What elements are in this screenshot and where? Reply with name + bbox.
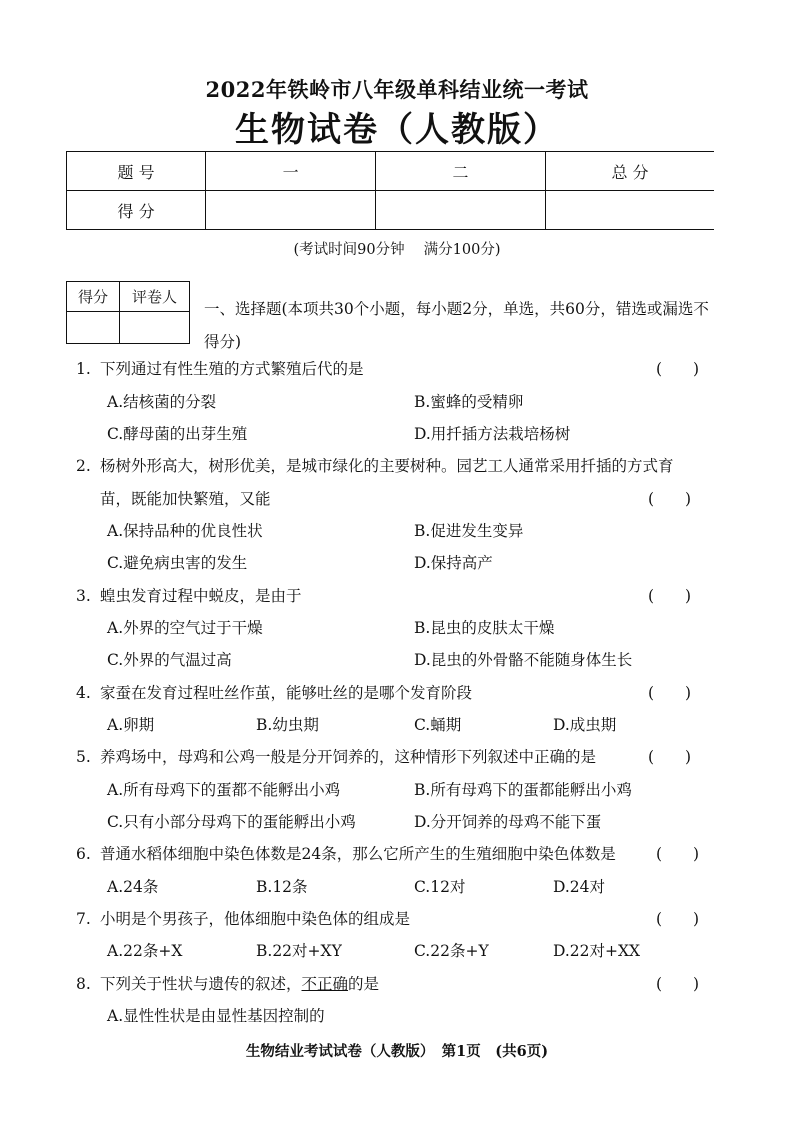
option-8a[interactable]: A.显性性状是由显性基因控制的 [107,1007,325,1025]
grader-score-entry[interactable] [67,312,120,344]
exam-info: (考试时间90分钟 满分100分) [293,242,501,258]
option-6a[interactable]: A.24条 [107,878,159,896]
question-text: 养鸡场中，母鸡和公鸡一般是分开饲养的，这种情形下列叙述中正确的是 [100,748,597,766]
answer-blank-7[interactable]: ( ) [656,910,700,928]
question-number: 2. [76,457,91,475]
question-text-emphasis: 不正确 [301,975,349,993]
question-4 [76,681,472,703]
question-7 [76,907,410,929]
question-number: 4. [76,684,91,702]
question-text: 家蚕在发育过程吐丝作茧，能够吐丝的是哪个发育阶段 [100,684,473,702]
score-cell-part2: 二 [376,152,546,191]
question-number: 5. [76,748,91,766]
option-2d[interactable]: D.保持高产 [414,554,493,572]
question-6 [76,842,616,864]
section-title: 一、选择题(本项共30个小题，每小题2分，单选，共60分，错选或漏选不得分) [204,300,709,351]
question-3 [76,584,302,606]
option-7b[interactable]: B.22对+XY [256,942,342,960]
option-4a[interactable]: A.卵期 [107,716,155,734]
question-text: 小明是个男孩子，他体细胞中染色体的组成是 [100,910,411,928]
option-5a[interactable]: A.所有母鸡下的蛋都不能孵出小鸡 [107,781,341,799]
answer-blank-2[interactable]: ( ) [648,490,692,508]
grader-table [66,281,190,344]
question-text-end: 的是 [348,975,380,993]
option-2a[interactable]: A.保持品种的优良性状 [107,522,263,540]
question-2 [76,454,674,476]
option-5c[interactable]: C.只有小部分母鸡下的蛋能孵出小鸡 [107,813,356,831]
option-4c[interactable]: C.蛹期 [414,716,462,734]
question-number: 1. [76,360,91,378]
option-7c[interactable]: C.22条+Y [414,942,489,960]
score-table-header-row [67,152,715,191]
option-6b[interactable]: B.12条 [256,878,308,896]
option-3d[interactable]: D.昆虫的外骨骼不能随身体生长 [414,651,633,669]
grader-score-label: 得分 [67,282,120,312]
question-text: 蝗虫发育过程中蜕皮，是由于 [100,587,302,605]
question-number: 8. [76,975,91,993]
grader-name-entry[interactable] [120,312,190,344]
question-2-continued: 苗，既能加快繁殖，又能 [100,490,271,508]
answer-blank-4[interactable]: ( ) [648,684,692,702]
option-7d[interactable]: D.22对+XX [553,942,641,960]
score-entry-total[interactable] [546,191,714,230]
answer-blank-6[interactable]: ( ) [656,845,700,863]
option-2c[interactable]: C.避免病虫害的发生 [107,554,248,572]
question-text: 下列关于性状与遗传的叙述， [100,975,302,993]
question-text: 普通水稻体细胞中染色体数是24条，那么它所产生的生殖细胞中染色体数是 [100,845,616,863]
grader-name-label: 评卷人 [120,282,190,312]
option-5d[interactable]: D.分开饲养的母鸡不能下蛋 [414,813,602,831]
option-6c[interactable]: C.12对 [414,878,466,896]
option-1a[interactable]: A.结核菌的分裂 [107,393,217,411]
score-entry-part1[interactable] [206,191,376,230]
option-1c[interactable]: C.酵母菌的出芽生殖 [107,425,248,443]
exam-title: 2022年铁岭市八年级单科结业统一考试 [205,77,589,102]
answer-blank-3[interactable]: ( ) [648,587,692,605]
paper-subtitle: 生物试卷（人教版） [235,110,559,150]
score-row-label: 得 分 [67,191,206,230]
option-2b[interactable]: B.促进发生变异 [414,522,524,540]
question-8 [76,972,379,994]
page-footer: 生物结业考试试卷（人教版） 第1页 (共6页) [245,1043,549,1060]
answer-blank-5[interactable]: ( ) [648,748,692,766]
question-text: 杨树外形高大，树形优美，是城市绿化的主要树种。园艺工人通常采用扦插的方式育 [100,457,674,475]
question-number: 6. [76,845,91,863]
score-cell-label: 题 号 [67,152,206,191]
question-number: 3. [76,587,91,605]
option-3a[interactable]: A.外界的空气过于干燥 [107,619,263,637]
score-table [66,151,714,230]
question-number: 7. [76,910,91,928]
score-cell-total: 总 分 [546,152,714,191]
score-entry-part2[interactable] [376,191,546,230]
option-4b[interactable]: B.幼虫期 [256,716,319,734]
option-5b[interactable]: B.所有母鸡下的蛋都能孵出小鸡 [414,781,632,799]
score-table-value-row [67,191,715,230]
option-4d[interactable]: D.成虫期 [553,716,617,734]
question-5 [76,745,596,767]
question-1 [76,357,364,379]
option-3c[interactable]: C.外界的气温过高 [107,651,232,669]
answer-blank-1[interactable]: ( ) [656,360,700,378]
answer-blank-8[interactable]: ( ) [656,975,700,993]
question-text: 下列通过有性生殖的方式繁殖后代的是 [100,360,364,378]
option-6d[interactable]: D.24对 [553,878,606,896]
option-1b[interactable]: B.蜜蜂的受精卵 [414,393,524,411]
option-3b[interactable]: B.昆虫的皮肤太干燥 [414,619,555,637]
score-cell-part1: 一 [206,152,376,191]
option-1d[interactable]: D.用扦插方法栽培杨树 [414,425,571,443]
option-7a[interactable]: A.22条+X [107,942,183,960]
